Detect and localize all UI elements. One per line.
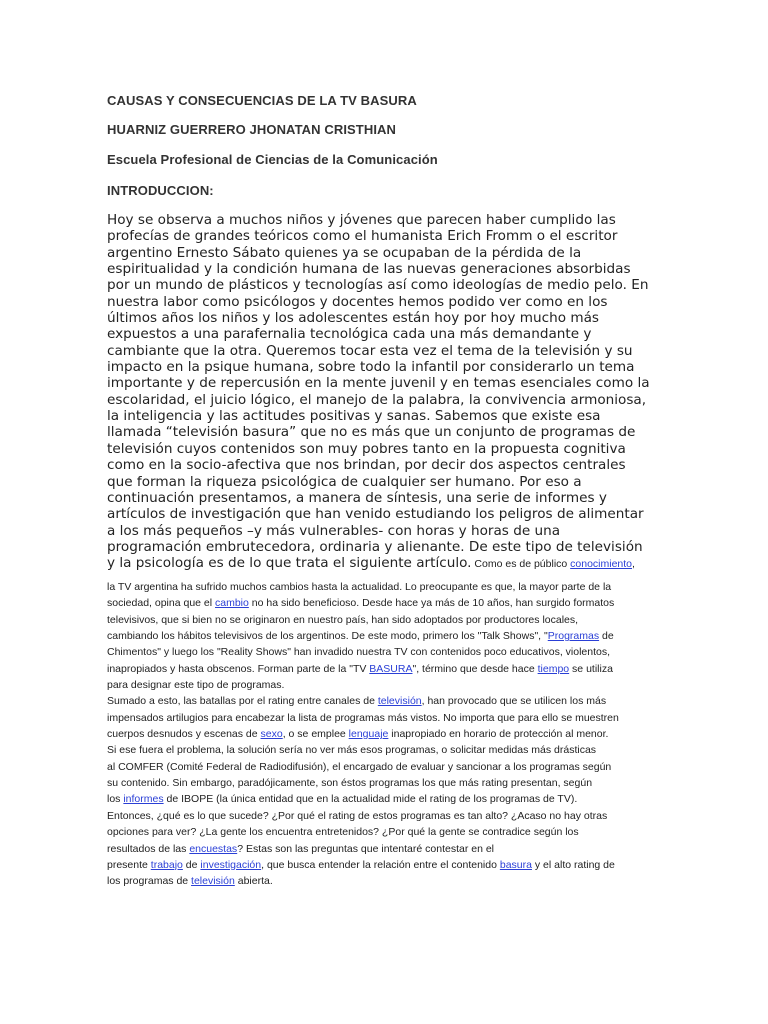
link-television[interactable]: televisión [377, 695, 422, 708]
intro-line: continuación presentamos, a manera de síntesis, una serie de informes y [107, 489, 607, 506]
intro-line: últimos años los niños y los adolescentes están hoy por hoy mucho más [107, 310, 599, 327]
author-name: HUARNIZ GUERRERO JHONATAN CRISTHIAN [107, 122, 397, 137]
intro-line: nuestra labor como psicólogos y docentes hemos podido ver como en los [107, 293, 608, 310]
body-text: , [632, 558, 635, 571]
body-text: abierta. [234, 875, 273, 888]
intro-last-line: y la psicología es de lo que trata el siguiente artículo. [107, 555, 472, 572]
body-text: resultados de las [107, 842, 190, 855]
link-lenguaje[interactable]: lenguaje [348, 728, 389, 741]
link-informes[interactable]: informes [123, 793, 164, 806]
body-text: Como es de público [471, 558, 571, 571]
intro-line: espiritualidad y la condición humana de las nuevas generaciones absorbidas [107, 261, 631, 278]
body-text: los [107, 793, 124, 806]
body-text: inapropiado en horario de protección al menor. [388, 728, 609, 741]
body-line: impensados artilugios para encabezar la lista de programas más vistos. No importa que para ello se muestren [107, 711, 619, 724]
intro-line: profecías de grandes teóricos como el humanista Erich Fromm o el escritor [107, 228, 618, 245]
body-line [107, 841, 657, 857]
intro-line: programación embrutecedora, ordinaria y alienante. De este tipo de televisión [107, 538, 643, 555]
link-television-2[interactable]: televisión [191, 875, 235, 888]
intro-line: expuestos a una parafernalia tecnológica cada una más demandante y [107, 326, 592, 343]
intro-line: argentino Ernesto Sábato quienes ya se ocupaban de la pérdida de la [107, 244, 582, 261]
body-text: cuerpos desnudos y escenas de [107, 728, 261, 741]
body-text: sociedad, opina que el [107, 597, 215, 610]
body-text: se utiliza [569, 662, 613, 675]
link-cambio[interactable]: cambio [215, 597, 249, 610]
link-encuestas[interactable]: encuestas [189, 842, 238, 855]
link-conocimiento[interactable]: conocimiento [570, 558, 633, 571]
body-line: Chimentos" y luego los "Reality Shows" han invadido nuestra TV con contenidos poco educativos, violentos, [107, 646, 611, 659]
body-text: presente [107, 858, 151, 871]
body-line: Entonces, ¿qué es lo que sucede? ¿Por qué el rating de estos programas es tan alto? ¿Acaso no hay otras [107, 809, 608, 822]
body-line [107, 628, 657, 644]
intro-paragraph [107, 212, 657, 573]
school-name: Escuela Profesional de Ciencias de la Comunicación [107, 152, 438, 167]
intro-line: impacto en la psique humana, sobre todo la infantil por considerarlo un tema [107, 359, 635, 376]
link-tiempo[interactable]: tiempo [537, 662, 570, 675]
body-text: cambiando los hábitos televisivos de los argentinos. De este modo, primero los "Talk Shows", " [107, 630, 548, 643]
body-line: su contenido. Sin embargo, paradójicamente, son éstos programas los que más rating presentan, según [107, 777, 593, 790]
body-text: de IBOPE (la única entidad que en la actualidad mide el rating de los programas de TV). [163, 793, 578, 806]
intro-line: importante y de repercusión en la mente juvenil y en temas esenciales como la [107, 375, 650, 392]
intro-line: artículos de investigación que han venido estudiando los peligros de alimentar [107, 506, 644, 523]
body-text: inapropiados y hasta obscenos. Forman parte de la "TV [107, 662, 370, 675]
body-text: de [599, 630, 614, 643]
body-text: , que busca entender la relación entre el contenido [261, 858, 500, 871]
intro-line: por un mundo de plásticos y tecnologías así como ideologías de medio pelo. En [107, 277, 649, 294]
body-line [107, 726, 657, 742]
body-line [107, 595, 657, 611]
body-line: opciones para ver? ¿La gente los encuentra entretenidos? ¿Por qué la gente se contradice según los [107, 826, 579, 839]
body-text: ", término que desde hace [412, 662, 538, 675]
body-text: de [182, 858, 201, 871]
document-title: CAUSAS Y CONSECUENCIAS DE LA TV BASURA [107, 93, 417, 108]
body-text: , o se emplee [282, 728, 349, 741]
body-line [107, 661, 657, 677]
intro-heading: INTRODUCCION: [107, 183, 214, 198]
link-investigacion[interactable]: investigación [200, 858, 262, 871]
intro-line: a los más pequeños –y más vulnerables- con horas y horas de una [107, 522, 561, 539]
intro-line: escolaridad, el juicio lógico, el manejo de la palabra, la convivencia armoniosa, [107, 391, 647, 408]
body-text: , han provocado que se utilicen los más [421, 695, 607, 708]
body-line: Si ese fuera el problema, la solución sería no ver más esos programas, o solicitar medidas más drásticas [107, 744, 597, 757]
intro-line: Hoy se observa a muchos niños y jóvenes que parecen haber cumplido las [107, 212, 616, 228]
link-basura[interactable]: BASURA [369, 662, 413, 675]
body-line: televisivos, que si bien no se originaron en nuestro país, han sido adoptados por productores locales, [107, 613, 579, 626]
body-text: y el alto rating de [531, 858, 615, 871]
body-text: no ha sido beneficioso. Desde hace ya más de 10 años, han surgido formatos [248, 597, 615, 610]
intro-line: la inteligencia y las actitudes positivas y sanas. Sabemos que existe esa [107, 408, 601, 425]
intro-line: televisión cuyos contenidos son muy pobres tanto en la propuesta cognitiva [107, 440, 626, 457]
body-line [107, 873, 657, 889]
link-programas[interactable]: Programas [547, 630, 600, 643]
body-paragraph-1 [107, 579, 657, 890]
intro-line: llamada “televisión basura” que no es más que un conjunto de programas de [107, 424, 636, 441]
link-trabajo[interactable]: trabajo [150, 858, 183, 871]
body-line [107, 693, 657, 709]
body-line: la TV argentina ha sufrido muchos cambios hasta la actualidad. Lo preocupante es que, la mayor parte de la [107, 581, 612, 593]
intro-line: como en la socio-afectiva que nos brindan, por decir dos aspectos centrales [107, 457, 626, 474]
link-sexo[interactable]: sexo [260, 728, 283, 741]
body-line [107, 857, 657, 873]
link-basura-2[interactable]: basura [499, 858, 532, 871]
intro-line-mixed [107, 555, 657, 572]
body-line: para designar este tipo de programas. [107, 679, 285, 692]
intro-line: cambiante que la otra. Queremos tocar esta vez el tema de la televisión y su [107, 342, 633, 359]
body-line: al COMFER (Comité Federal de Radiodifusión), el encargado de evaluar y sancionar a los programas según [107, 760, 612, 773]
body-text: Sumado a esto, las batallas por el rating entre canales de [107, 695, 378, 708]
intro-line: que forman la riqueza psicológica de cualquier ser humano. Por eso a [107, 473, 582, 490]
body-text: los programas de [107, 875, 192, 888]
body-line [107, 791, 657, 807]
body-text: ? Estas son las preguntas que intentaré contestar en el [237, 842, 495, 855]
